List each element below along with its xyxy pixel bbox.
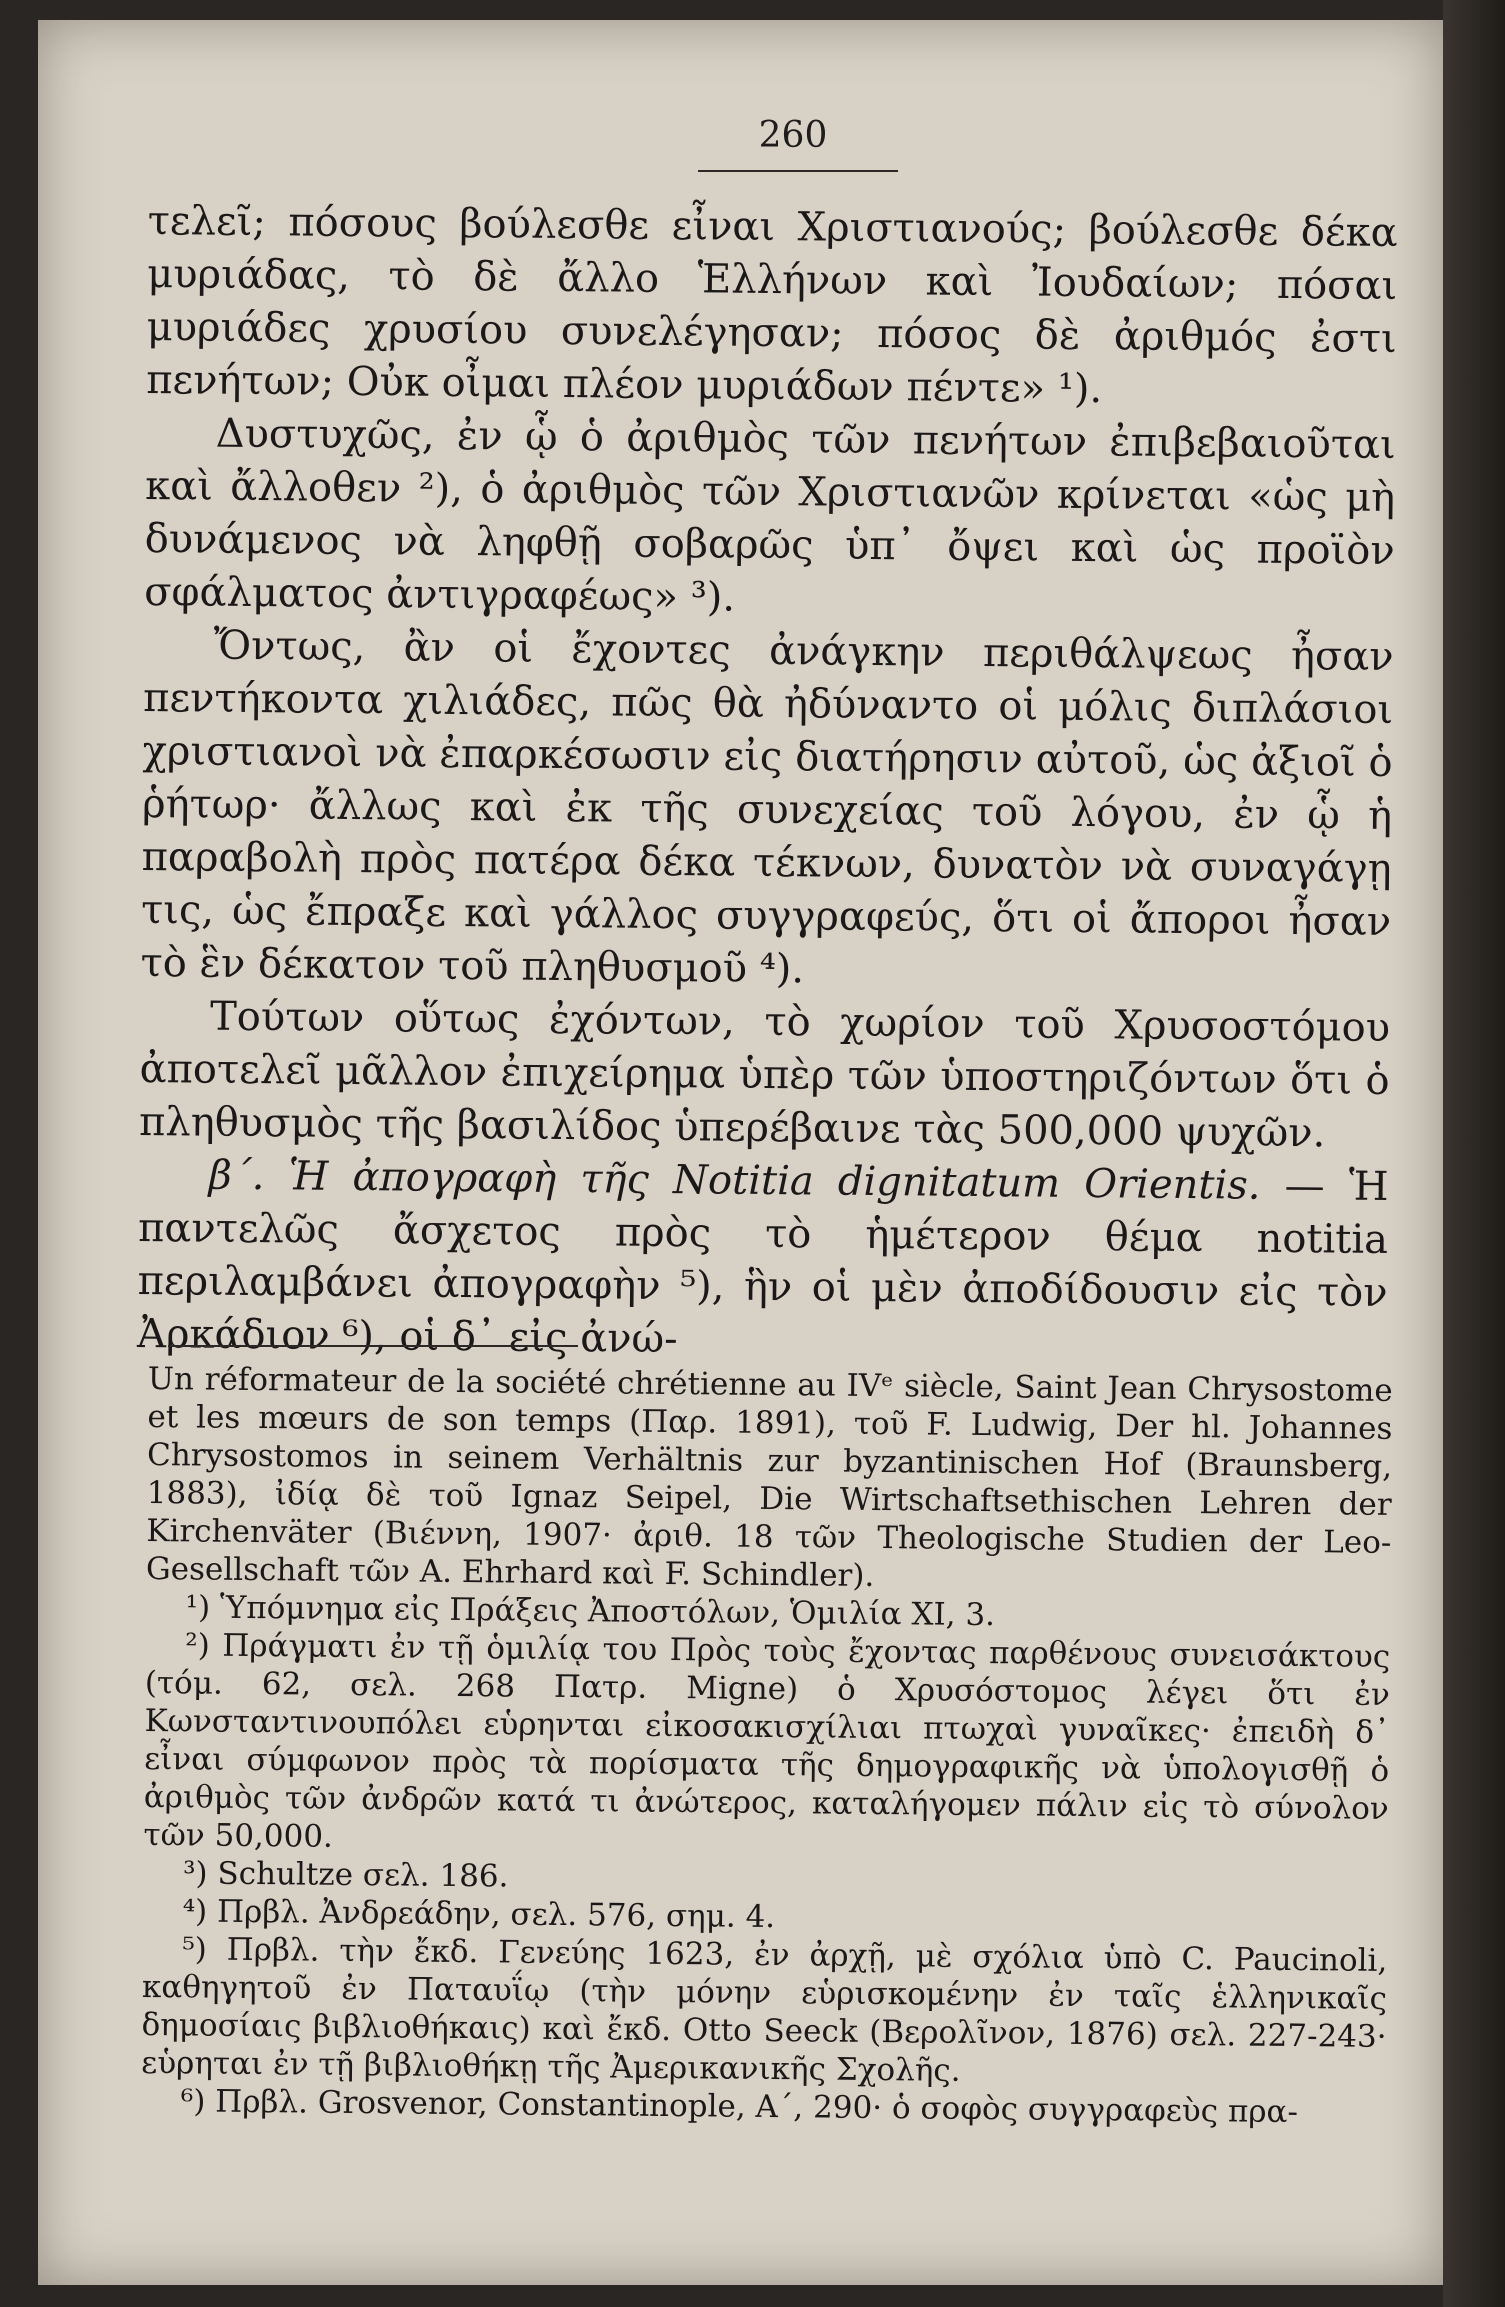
footnotes [141, 1360, 1393, 2132]
paragraph-5 [137, 1149, 1389, 1373]
main-text [137, 195, 1398, 1373]
footnote-4: ⁴) Πρβλ. Ἀνδρεάδην, σελ. 576, σημ. 4. [182, 1893, 776, 1936]
footnote-rule [168, 1345, 578, 1347]
paragraph-1: τελεῖ; πόσους βούλεσθε εἶναι Χριστιανούς; βούλεσθε δέκα μυριάδας, τὸ δὲ ἄλλο Ἑλλήνων καὶ Ἰουδαίων; πόσαι μυριάδες χρυσίου συνελέγησαν; πόσος δὲ ἀριθμός ἐστι πενήτων; Οὐκ οἶμαι πλέον μυριάδων πέντε» ¹). [146, 197, 1398, 413]
paragraph-4: Τούτων οὕτως ἐχόντων, τὸ χωρίον τοῦ Χρυσοστόμου ἀποτελεῖ μᾶλλον ἐπιχείρημα ὑπὲρ τῶν ὑποστηριζόντων ὅτι ὁ πληθυσμὸς τῆς βασιλίδος ὑπερέβαινε τὰς 500,000 ψυχῶν. [138, 993, 1391, 1157]
footnote-3: ³) Schultze σελ. 186. [182, 1855, 509, 1895]
book-edge [1443, 0, 1505, 2307]
footnote-5: ⁵) Πρβλ. τὴν ἔκδ. Γενεύης 1623, ἐν ἀρχῇ, μὲ σχόλια ὑπὸ C. Paucinoli, καθηγητοῦ ἐν Παταυΐῳ (τὴν μόνην εὑρισκομένην ἐν ταῖς ἑλληνικαῖς δημοσίαις βιβλιοθήκαις) καὶ ἔκδ. Otto Seeck (Βερολῖνον, 1876) σελ. 227-243· εὑρηται ἐν τῇ βιβλιοθήκῃ τῆς Ἀμερικανικῆς Σχολῆς. [141, 1931, 1388, 2089]
paragraph-5-text: — Ἡ παντελῶς ἄσχετος πρὸς τὸ ἡμέτερον θέμα notitia περιλαμβάνει ἀπογραφὴν ⁵), ἣν οἱ μὲν ἀποδίδουσιν εἰς τὸν Ἀρκάδιον ⁶), οἱ δ᾽ εἰς ἀνώ- [136, 1162, 1389, 1363]
footnote-2: ²) Πράγματι ἐν τῇ ὁμιλίᾳ του Πρὸς τοὺς ἔχοντας παρθένους συνεισάκτους (τόμ. 62, σελ. 268 Πατρ. Migne) ὁ Χρυσόστομος λέγει ὅτι ἐν Κωνσταντινουπόλει εὑρηνται εἰκοσακισχίλιαι πτωχαὶ γυναῖκες· ἐπειδὴ δ᾽ εἶναι σύμφωνον πρὸς τὰ πορίσματα τῆς δημογραφικῆς νὰ ὑπολογισθῇ ὁ ἀριθμὸς τῶν ἀνδρῶν κατά τι ἀνώτερος, καταλήγομεν πάλιν εἰς τὸ σύνολον τῶν 50,000. [143, 1627, 1391, 1855]
paragraph-3: Ὄντως, ἂν οἱ ἔχοντες ἀνάγκην περιθάλψεως ἦσαν πεντήκοντα χιλιάδες, πῶς θὰ ἠδύναντο οἱ μόλις διπλάσιοι χριστιανοὶ νὰ ἐπαρκέσωσιν εἰς διατήρησιν αὐτοῦ, ὡς ἀξιοῖ ὁ ῥήτωρ· ἄλλως καὶ ἐκ τῆς συνεχείας τοῦ λόγου, ἐν ᾧ ἡ παραβολὴ πρὸς πατέρα δέκα τέκνων, δυνατὸν νὰ συναγάγῃ τις, ὡς ἔπραξε καὶ γάλλος συγγραφεύς, ὅτι οἱ ἄποροι ἦσαν τὸ ἓν δέκατον τοῦ πληθυσμοῦ ⁴). [140, 622, 1394, 993]
footnote-continued: Un réformateur de la société chrétienne au IVᵉ siècle, Saint Jean Chrysostome et les mœurs de son temps (Παρ. 1891), τοῦ F. Ludwig, Der hl. Johannes Chrysostomos in seinem Verhältnis zur byzantinischen Hof (Braunsberg, 1883), ἰδίᾳ δὲ τοῦ Ignaz Seipel, Die Wirtschaftsethischen Lehren der Kirchenväter (Βιέννη, 1907· ἀριθ. 18 τῶν Theologische Studien der Leo-Gesellschaft τῶν A. Ehrhard καὶ F. Schindler). [145, 1361, 1393, 1594]
page-number-rule [698, 170, 898, 172]
footnote-1: ¹) Ὑπόμνημα εἰς Πράξεις Ἀποστόλων, Ὁμιλία XI, 3. [185, 1589, 996, 1634]
book-page [38, 20, 1443, 2285]
footnote-6: ⁶) Πρβλ. Grosvenor, Constantinople, Α΄, 290· ὁ σοφὸς συγγραφεὺς πρα- [180, 2083, 1299, 2131]
page-number: 260 [758, 115, 828, 156]
paragraph-2: Δυστυχῶς, ἐν ᾧ ὁ ἀριθμὸς τῶν πενήτων ἐπιβεβαιοῦται καὶ ἄλλοθεν ²), ὁ ἀριθμὸς τῶν Χριστιανῶν κρίνεται «ὡς μὴ δυνάμενος νὰ ληφθῇ σοβαρῶς ὑπ᾽ ὄψει καὶ ὡς προϊὸν σφάλματος ἀντιγραφέως» ³). [143, 410, 1396, 621]
section-heading: β΄. Ἡ ἀπογραφὴ τῆς Notitia dignitatum Orientis. [208, 1152, 1261, 1209]
